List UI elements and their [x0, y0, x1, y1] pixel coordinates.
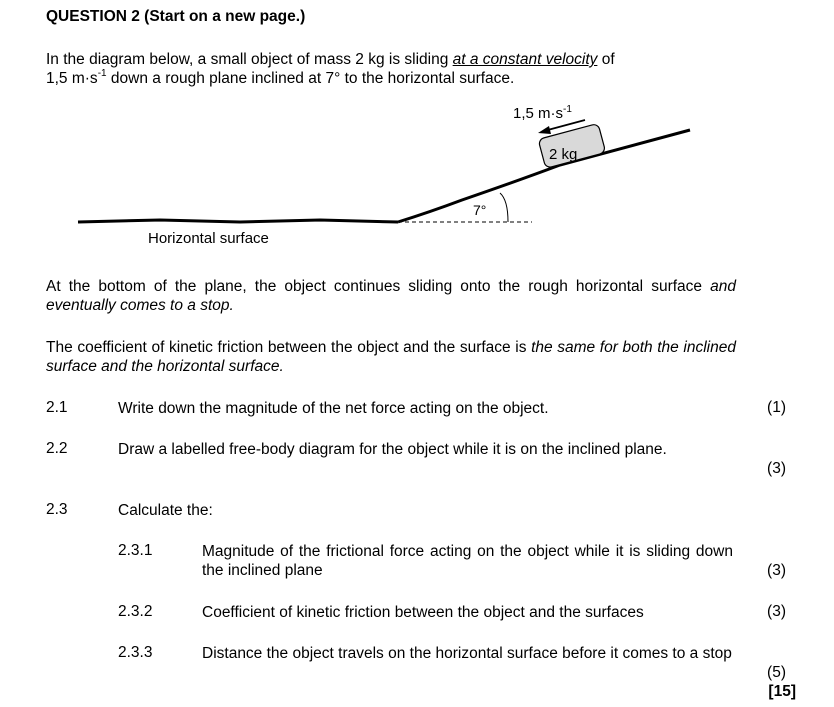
subitem-marks: (5): [767, 664, 786, 681]
paragraph-2: [46, 277, 736, 315]
arrowhead-icon: [538, 126, 551, 134]
para3-text: The coefficient of kinetic friction between the object and the surface is: [46, 339, 532, 356]
item-text: Draw a labelled free-body diagram for the object while it is on the inclined plane.: [118, 441, 667, 458]
intro-paragraph: [46, 50, 736, 88]
angle-label: 7°: [473, 202, 487, 218]
subitem-number: 2.3.1: [118, 542, 153, 559]
mass-label: 2 kg: [549, 146, 578, 163]
item-marks: (1): [767, 399, 786, 416]
paragraph-3: [46, 338, 736, 376]
subitem-number: 2.3.3: [118, 644, 153, 661]
surface-label: Horizontal surface: [148, 230, 269, 247]
item-number: 2.3: [46, 501, 68, 518]
intro-text-1: In the diagram below, a small object of mass 2 kg is sliding: [46, 51, 453, 68]
subitem-number: 2.3.2: [118, 603, 153, 620]
item-number: 2.2: [46, 440, 68, 457]
horizontal-surface-line: [78, 220, 398, 222]
item-number: 2.1: [46, 399, 68, 416]
intro-velocity-exponent: -1: [97, 67, 107, 79]
subitem-text: Distance the object travels on the horizontal surface before it comes to a stop: [202, 645, 732, 662]
para2-text: At the bottom of the plane, the object continues sliding onto the rough horizontal surface: [46, 278, 711, 295]
intro-text-2: of: [597, 51, 615, 68]
subitem-marks: (3): [767, 603, 786, 620]
item-marks: (3): [767, 460, 786, 477]
para2-italic: and eventually comes to a stop.: [46, 278, 736, 314]
item-text: Write down the magnitude of the net force acting on the object.: [118, 400, 549, 417]
angle-arc: [500, 193, 508, 222]
intro-text-3: down a rough plane inclined at 7° to the horizontal surface.: [106, 70, 515, 87]
item-text: Calculate the:: [118, 502, 213, 519]
question-title: QUESTION 2 (Start on a new page.): [46, 8, 306, 25]
intro-underlined: at a constant velocity: [452, 51, 598, 68]
subitem-text: Coefficient of kinetic friction between the object and the surfaces: [202, 604, 644, 621]
velocity-label: 1,5 $m\cdot s^{-1}$: [513, 104, 572, 122]
total-marks: [15]: [768, 683, 796, 700]
subitem-marks: (3): [767, 562, 786, 579]
para3-italic: the same for both the inclined surface and the horizontal surface.: [46, 339, 736, 375]
incline-diagram: [0, 90, 834, 260]
subitem-text: Magnitude of the frictional force acting on the object while it is sliding down the inclined plane: [202, 543, 733, 579]
intro-velocity: 1,5 m·s: [46, 70, 98, 87]
